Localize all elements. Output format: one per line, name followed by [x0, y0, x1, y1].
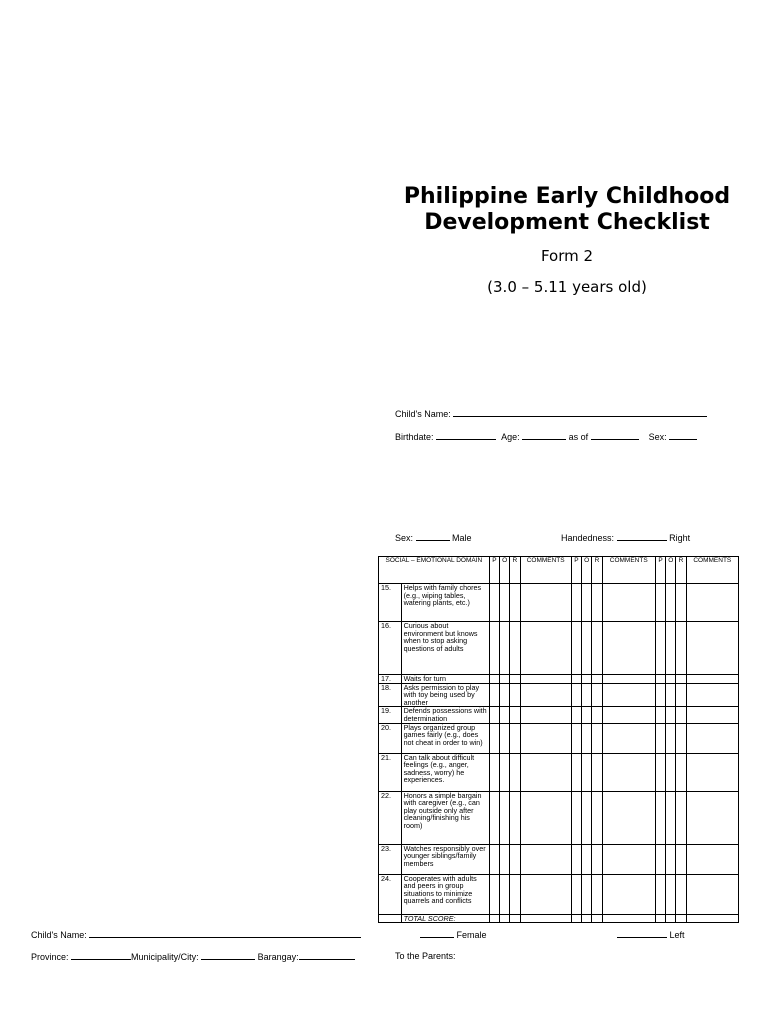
score-cell[interactable] — [500, 753, 510, 791]
score-cell[interactable] — [500, 874, 510, 914]
col-comments: COMMENTS — [602, 557, 655, 584]
child-name-row — [395, 408, 707, 419]
title-line-2: Development Checklist — [424, 210, 710, 235]
score-cell[interactable] — [489, 622, 499, 675]
form-label: Form 2 — [540, 247, 594, 265]
table-row — [379, 753, 739, 791]
male-label: Male — [452, 533, 472, 543]
birthdate-label: Birthdate: — [395, 432, 434, 442]
score-cell[interactable] — [676, 683, 686, 707]
score-cell[interactable] — [489, 723, 499, 753]
domain-header: SOCIAL – EMOTIONAL DOMAIN — [379, 557, 490, 584]
score-cell[interactable] — [500, 707, 510, 723]
comment-cell[interactable] — [686, 844, 738, 874]
item-number: 21. — [379, 753, 402, 791]
comment-cell[interactable] — [602, 723, 655, 753]
score-cell[interactable] — [489, 791, 499, 844]
score-cell[interactable] — [500, 584, 510, 622]
score-cell[interactable] — [655, 874, 665, 914]
score-cell[interactable] — [510, 675, 520, 684]
score-cell[interactable] — [676, 622, 686, 675]
item-number: 22. — [379, 791, 402, 844]
score-cell[interactable] — [489, 874, 499, 914]
score-cell[interactable] — [510, 844, 520, 874]
item-number: 17. — [379, 675, 402, 684]
score-cell[interactable] — [655, 791, 665, 844]
checklist-table — [378, 556, 739, 923]
col-p: P — [655, 557, 665, 584]
barangay-field[interactable] — [299, 951, 355, 960]
score-cell[interactable] — [666, 723, 676, 753]
score-cell[interactable] — [666, 791, 676, 844]
comment-cell[interactable] — [520, 683, 571, 707]
col-o: O — [666, 557, 676, 584]
score-cell[interactable] — [666, 844, 676, 874]
score-cell[interactable] — [582, 683, 592, 707]
score-cell[interactable] — [655, 683, 665, 707]
handedness-row — [561, 532, 690, 543]
col-o: O — [582, 557, 592, 584]
score-cell[interactable] — [592, 844, 602, 874]
score-cell[interactable] — [676, 753, 686, 791]
score-cell[interactable] — [655, 844, 665, 874]
score-cell[interactable] — [666, 675, 676, 684]
item-description: Plays organized group games fairly (e.g., does not cheat in order to win) — [401, 723, 489, 753]
col-r: R — [510, 557, 520, 584]
comment-cell[interactable] — [686, 707, 738, 723]
child-name-label: Child's Name: — [395, 409, 451, 419]
score-cell[interactable] — [582, 675, 592, 684]
score-cell[interactable] — [655, 707, 665, 723]
score-cell[interactable] — [571, 675, 581, 684]
score-cell[interactable] — [489, 584, 499, 622]
left-row — [617, 929, 685, 940]
score-cell[interactable] — [592, 791, 602, 844]
comment-cell[interactable] — [520, 753, 571, 791]
score-cell[interactable] — [500, 675, 510, 684]
score-cell[interactable] — [500, 844, 510, 874]
table-row — [379, 675, 739, 684]
score-cell[interactable] — [666, 874, 676, 914]
score-cell[interactable] — [510, 874, 520, 914]
comment-cell[interactable] — [520, 675, 571, 684]
score-cell[interactable] — [571, 622, 581, 675]
age-label: Age: — [501, 432, 520, 442]
score-cell[interactable] — [582, 622, 592, 675]
right-label: Right — [669, 533, 691, 543]
score-cell[interactable] — [489, 683, 499, 707]
col-r: R — [676, 557, 686, 584]
col-p: P — [489, 557, 499, 584]
score-cell[interactable] — [571, 753, 581, 791]
score-cell[interactable] — [666, 707, 676, 723]
score-cell[interactable] — [500, 723, 510, 753]
score-cell[interactable] — [489, 753, 499, 791]
comment-cell[interactable] — [602, 707, 655, 723]
to-the-parents: To the Parents: — [395, 951, 456, 961]
province-label: Province: — [31, 952, 69, 962]
bottom-child-name-field[interactable] — [89, 929, 361, 938]
comment-cell[interactable] — [686, 874, 738, 914]
comment-cell[interactable] — [520, 584, 571, 622]
score-cell[interactable] — [510, 753, 520, 791]
bottom-child-name-label: Child's Name: — [31, 930, 87, 940]
comment-cell[interactable] — [602, 753, 655, 791]
score-cell[interactable] — [571, 723, 581, 753]
barangay-label: Barangay: — [257, 952, 299, 962]
item-description: Waits for turn — [401, 675, 489, 684]
total-row — [379, 914, 739, 923]
table-row — [379, 723, 739, 753]
comment-cell[interactable] — [602, 622, 655, 675]
col-comments: COMMENTS — [520, 557, 571, 584]
comment-cell[interactable] — [520, 622, 571, 675]
table-row — [379, 791, 739, 844]
birthdate-field[interactable] — [436, 431, 496, 440]
table-row — [379, 584, 739, 622]
comment-cell[interactable] — [520, 844, 571, 874]
male-field[interactable] — [416, 532, 450, 541]
score-cell[interactable] — [510, 622, 520, 675]
score-cell[interactable] — [500, 622, 510, 675]
score-cell[interactable] — [582, 723, 592, 753]
score-cell[interactable] — [592, 753, 602, 791]
score-cell[interactable] — [571, 791, 581, 844]
sex-field-top[interactable] — [669, 431, 697, 440]
score-cell[interactable] — [655, 723, 665, 753]
score-cell[interactable] — [510, 791, 520, 844]
comment-cell[interactable] — [602, 584, 655, 622]
score-cell[interactable] — [571, 707, 581, 723]
left-field[interactable] — [617, 929, 667, 938]
age-range: (3.0 – 5.11 years old) — [487, 278, 647, 296]
score-cell[interactable] — [571, 683, 581, 707]
item-description: Honors a simple bargain with caregiver (e.g., can play outside only after cleaning/finishing his room) — [401, 791, 489, 844]
score-cell[interactable] — [510, 683, 520, 707]
comment-cell[interactable] — [686, 675, 738, 684]
score-cell[interactable] — [592, 874, 602, 914]
item-number: 20. — [379, 723, 402, 753]
item-number: 24. — [379, 874, 402, 914]
table-row — [379, 844, 739, 874]
score-cell[interactable] — [582, 753, 592, 791]
table-row — [379, 683, 739, 707]
comment-cell[interactable] — [602, 791, 655, 844]
score-cell[interactable] — [655, 584, 665, 622]
municipality-label: Municipality/City: — [131, 952, 199, 962]
comment-cell[interactable] — [602, 844, 655, 874]
comment-cell[interactable] — [686, 683, 738, 707]
item-number: 18. — [379, 683, 402, 707]
item-description: Can talk about difficult feelings (e.g., anger, sadness, worry) he experiences. — [401, 753, 489, 791]
as-of-label: as of — [568, 432, 589, 442]
item-description: Cooperates with adults and peers in group situations to minimize quarrels and conflicts — [401, 874, 489, 914]
score-cell[interactable] — [592, 683, 602, 707]
score-cell[interactable] — [489, 844, 499, 874]
table-row — [379, 707, 739, 723]
female-row — [420, 929, 487, 940]
score-cell[interactable] — [676, 874, 686, 914]
score-cell[interactable] — [500, 791, 510, 844]
female-label: Female — [456, 930, 487, 940]
score-cell[interactable] — [655, 622, 665, 675]
score-cell[interactable] — [571, 584, 581, 622]
score-cell[interactable] — [571, 844, 581, 874]
col-p: P — [571, 557, 581, 584]
sex-label: Sex: — [395, 533, 414, 543]
document-title — [380, 184, 754, 236]
title-line-1: Philippine Early Childhood — [403, 184, 731, 209]
right-field[interactable] — [617, 532, 667, 541]
score-cell[interactable] — [666, 622, 676, 675]
score-cell[interactable] — [571, 874, 581, 914]
item-number: 16. — [379, 622, 402, 675]
score-cell[interactable] — [655, 675, 665, 684]
municipality-field[interactable] — [201, 951, 255, 960]
score-cell[interactable] — [582, 584, 592, 622]
item-description: Watches responsibly over younger siblings/family members — [401, 844, 489, 874]
score-cell[interactable] — [489, 675, 499, 684]
location-row — [31, 951, 355, 962]
item-description: Helps with family chores (e.g., wiping tables, watering plants, etc.) — [401, 584, 489, 622]
score-cell[interactable] — [510, 723, 520, 753]
comment-cell[interactable] — [686, 753, 738, 791]
score-cell[interactable] — [500, 683, 510, 707]
comment-cell[interactable] — [520, 791, 571, 844]
score-cell[interactable] — [676, 723, 686, 753]
comment-cell[interactable] — [602, 874, 655, 914]
item-description: Defends possessions with determination — [401, 707, 489, 723]
sex-row — [395, 532, 472, 543]
table-row — [379, 874, 739, 914]
score-cell[interactable] — [666, 683, 676, 707]
comment-cell[interactable] — [520, 874, 571, 914]
score-cell[interactable] — [676, 791, 686, 844]
score-cell[interactable] — [582, 791, 592, 844]
score-cell[interactable] — [666, 584, 676, 622]
comment-cell[interactable] — [602, 675, 655, 684]
comment-cell[interactable] — [686, 584, 738, 622]
bottom-child-name-row — [31, 929, 361, 940]
age-field[interactable] — [522, 431, 566, 440]
comment-cell[interactable] — [686, 622, 738, 675]
score-cell[interactable] — [582, 707, 592, 723]
table-row — [379, 622, 739, 675]
female-field[interactable] — [420, 929, 454, 938]
child-name-field[interactable] — [453, 408, 707, 417]
birthdate-row — [395, 431, 697, 442]
score-cell[interactable] — [592, 675, 602, 684]
score-cell[interactable] — [489, 707, 499, 723]
score-cell[interactable] — [510, 584, 520, 622]
col-r: R — [592, 557, 602, 584]
item-description: Asks permission to play with toy being used by another — [401, 683, 489, 707]
item-description: Curious about environment but knows when to stop asking questions of adults — [401, 622, 489, 675]
score-cell[interactable] — [676, 707, 686, 723]
score-cell[interactable] — [582, 874, 592, 914]
col-o: O — [500, 557, 510, 584]
comment-cell[interactable] — [686, 723, 738, 753]
table-header-row — [379, 557, 739, 584]
col-comments: COMMENTS — [686, 557, 738, 584]
handedness-label: Handedness: — [561, 533, 615, 543]
score-cell[interactable] — [676, 584, 686, 622]
score-cell[interactable] — [655, 753, 665, 791]
score-cell[interactable] — [592, 723, 602, 753]
item-number: 19. — [379, 707, 402, 723]
item-number: 15. — [379, 584, 402, 622]
item-number: 23. — [379, 844, 402, 874]
score-cell[interactable] — [676, 675, 686, 684]
score-cell[interactable] — [582, 844, 592, 874]
comment-cell[interactable] — [520, 707, 571, 723]
total-score-label: TOTAL SCORE: — [401, 914, 489, 923]
comment-cell[interactable] — [686, 791, 738, 844]
sex-label-top: Sex: — [648, 432, 667, 442]
score-cell[interactable] — [676, 844, 686, 874]
score-cell[interactable] — [592, 622, 602, 675]
comment-cell[interactable] — [520, 723, 571, 753]
comment-cell[interactable] — [602, 683, 655, 707]
province-field[interactable] — [71, 951, 131, 960]
score-cell[interactable] — [592, 707, 602, 723]
score-cell[interactable] — [592, 584, 602, 622]
left-label: Left — [669, 930, 685, 940]
score-cell[interactable] — [666, 753, 676, 791]
as-of-field[interactable] — [591, 431, 639, 440]
score-cell[interactable] — [510, 707, 520, 723]
